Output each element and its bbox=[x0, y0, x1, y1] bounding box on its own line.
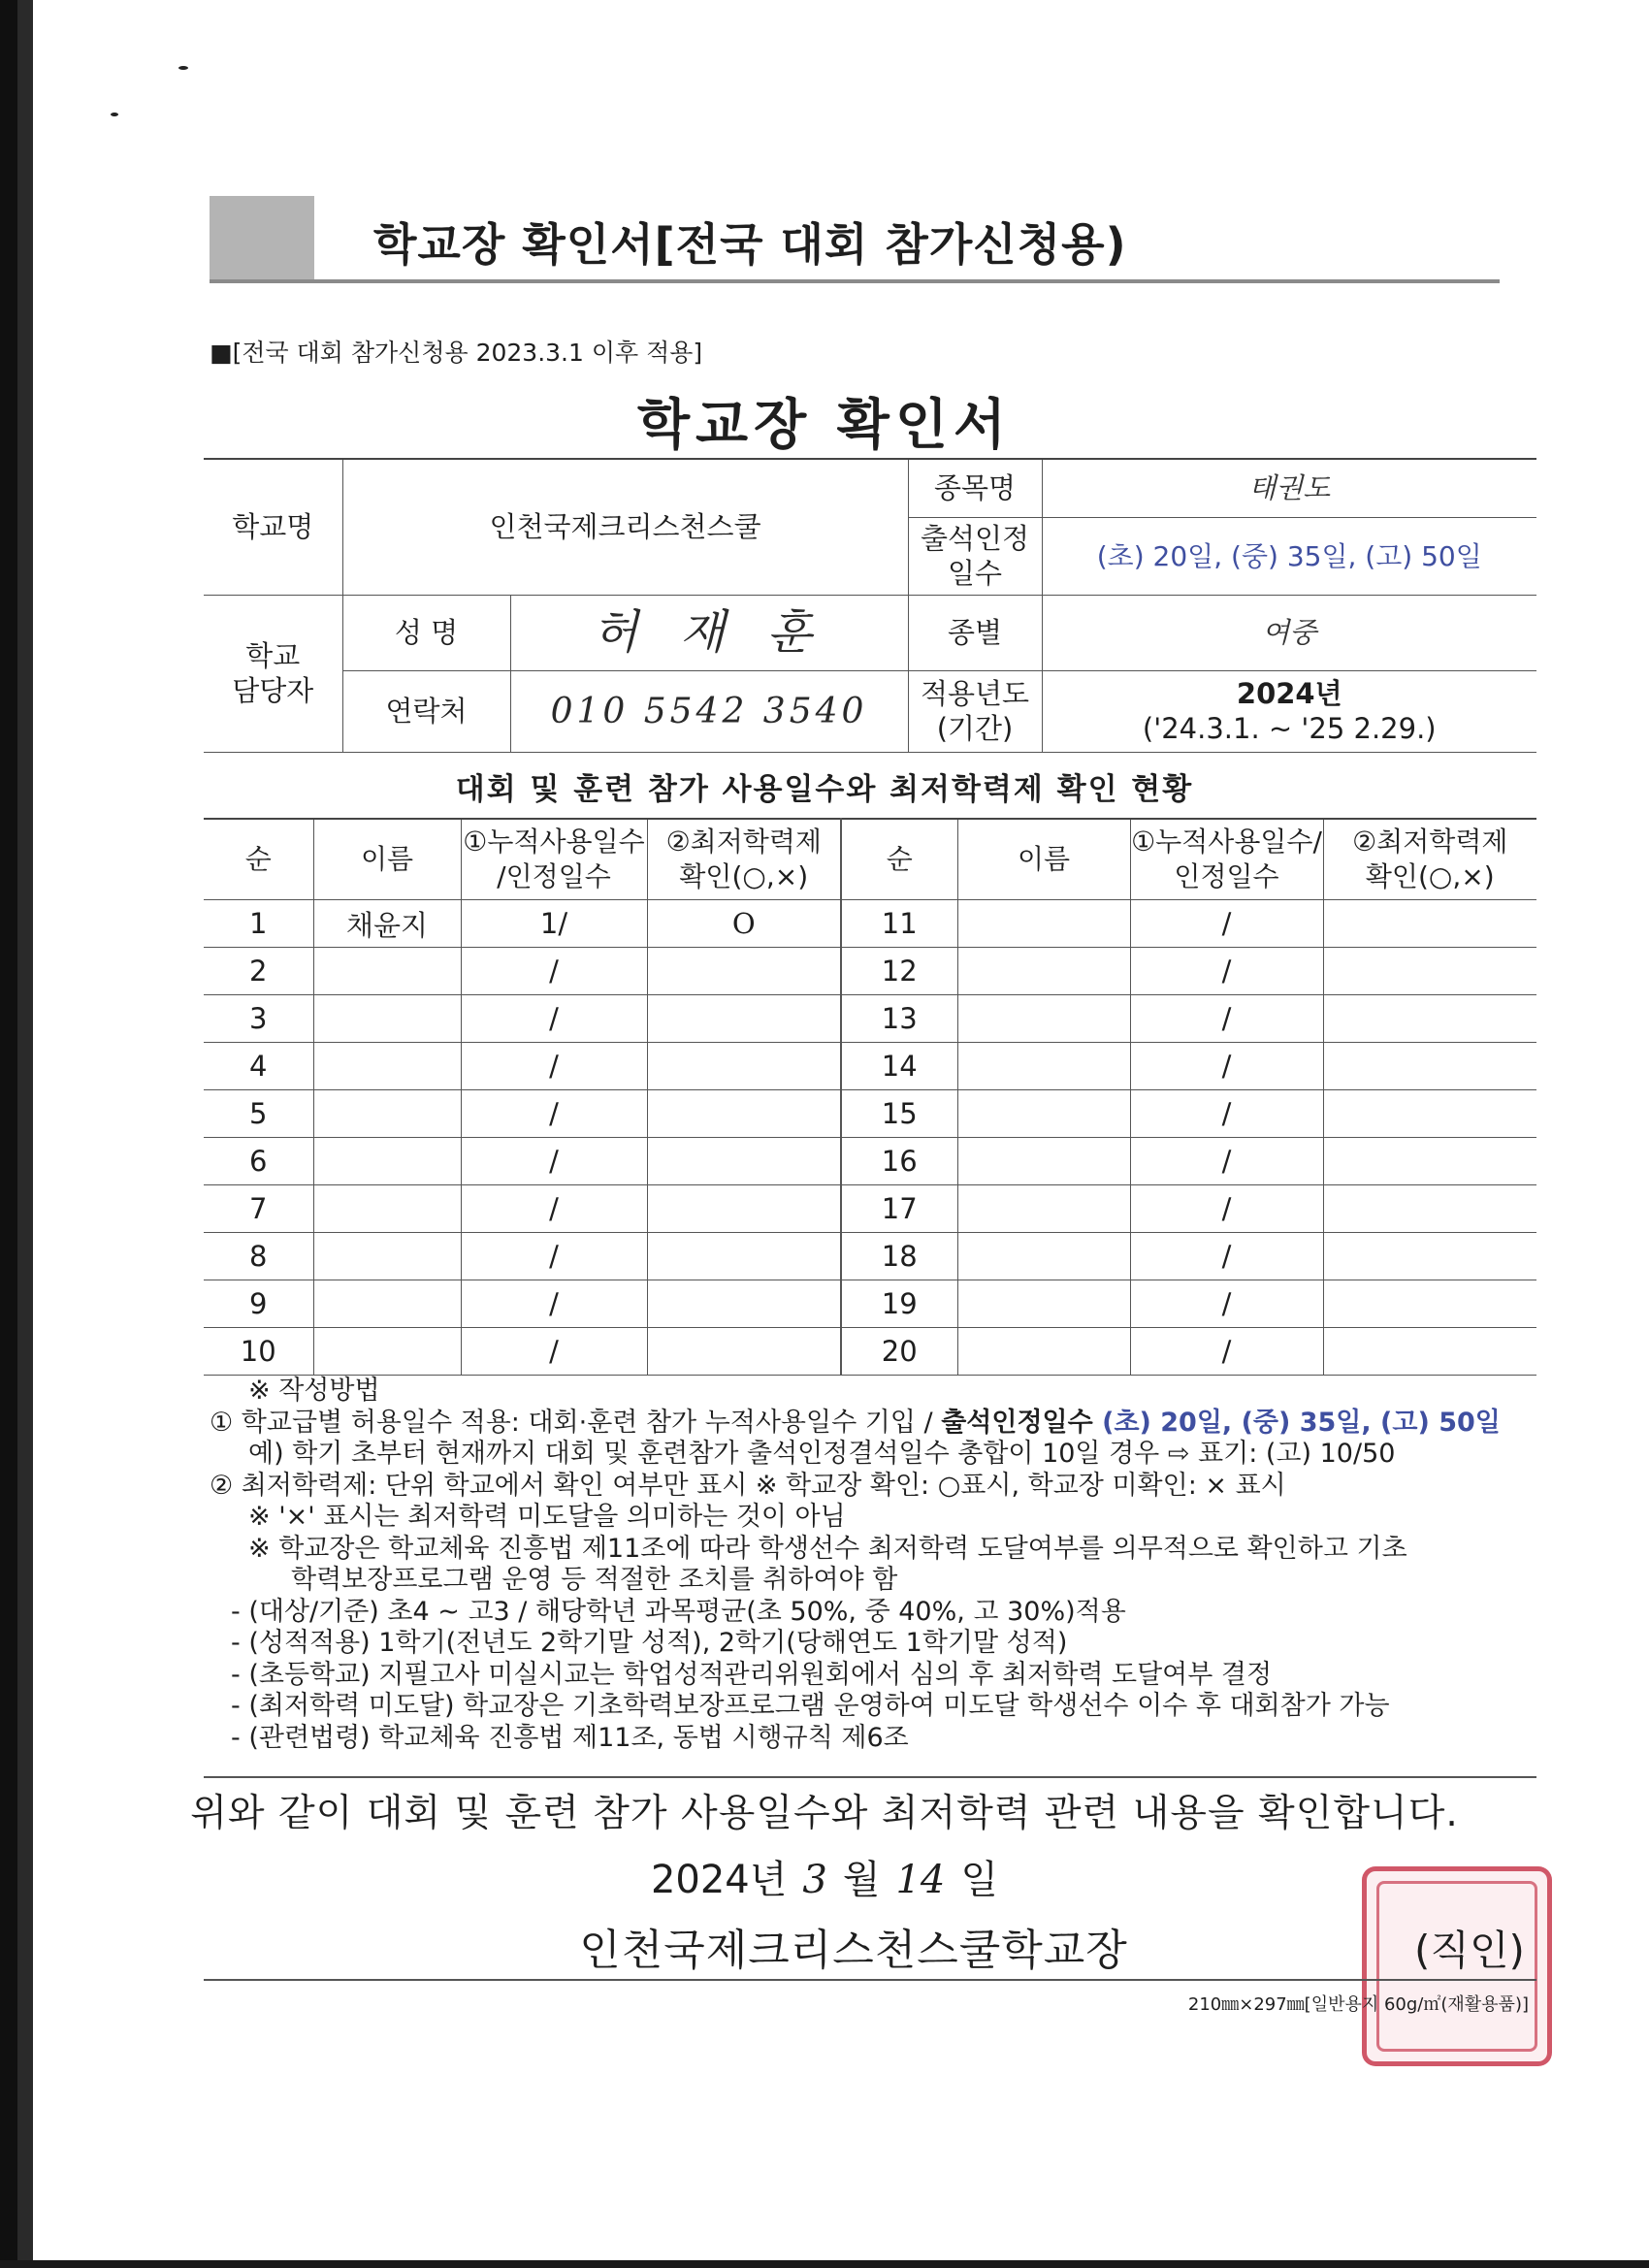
row-name-2 bbox=[957, 995, 1130, 1043]
row-days-2: / bbox=[1130, 1233, 1323, 1280]
row-name bbox=[313, 1233, 461, 1280]
col-name-2: 이름 bbox=[957, 819, 1130, 900]
row-name bbox=[313, 1138, 461, 1185]
row-name-2 bbox=[957, 1043, 1130, 1090]
row-no: 1 bbox=[204, 900, 313, 948]
row-days-2: / bbox=[1130, 1138, 1323, 1185]
note-2: ② 최저학력제: 단위 학교에서 확인 여부만 표시 ※ 학교장 확인: ○표시, 학교장 미확인: × 표시 bbox=[210, 1470, 1286, 1501]
separator-line bbox=[204, 1776, 1536, 1778]
school-value: 인천국제크리스천스쿨 bbox=[342, 459, 908, 595]
row-days-2: / bbox=[1130, 1185, 1323, 1233]
date-month-label: 월 bbox=[842, 1858, 881, 1902]
table-row bbox=[204, 995, 1536, 1043]
col-check-2: ②최저학력제 확인(○,×) bbox=[1323, 819, 1536, 900]
row-check-2 bbox=[1323, 1328, 1536, 1376]
row-check-2 bbox=[1323, 1138, 1536, 1185]
sport-value: 태권도 bbox=[1042, 459, 1536, 517]
row-days: 1/ bbox=[461, 900, 647, 948]
row-name-2 bbox=[957, 1185, 1130, 1233]
row-no-2: 14 bbox=[841, 1043, 957, 1090]
row-no-2: 13 bbox=[841, 995, 957, 1043]
row-check-2 bbox=[1323, 900, 1536, 948]
note-dash-2: - (성적적용) 1학기(전년도 2학기말 성적), 2학기(당해연도 1학기말 성적) bbox=[231, 1628, 1068, 1658]
row-days-2: / bbox=[1130, 1043, 1323, 1090]
period-value: ('24.3.1. ~ '25 2.29.) bbox=[1142, 712, 1437, 745]
section-title: 대회 및 훈련 참가 사용일수와 최저학력제 확인 현황 bbox=[455, 772, 1194, 807]
note-1-example: 예) 학기 초부터 현재까지 대회 및 훈련참가 출석인정결석일수 총합이 10일 경우 ⇨ 표기: (고) 10/50 bbox=[248, 1439, 1396, 1469]
name-label: 성 명 bbox=[342, 595, 510, 670]
year-label: 적용년도 (기간) bbox=[908, 670, 1042, 752]
row-check bbox=[647, 948, 841, 995]
note-2-b: ※ 학교장은 학교체육 진흥법 제11조에 따라 학생선수 최저학력 도달여부를 의무적으로 확인하고 기초 bbox=[248, 1533, 1407, 1564]
row-check-2 bbox=[1323, 1280, 1536, 1328]
row-days-2: / bbox=[1130, 948, 1323, 995]
date-month-handwritten: 3 bbox=[802, 1858, 827, 1902]
row-name-2 bbox=[957, 1328, 1130, 1376]
row-days-2: / bbox=[1130, 995, 1323, 1043]
table-row bbox=[204, 1090, 1536, 1138]
header-accent-bar bbox=[210, 196, 314, 283]
row-no: 4 bbox=[204, 1043, 313, 1090]
row-name bbox=[313, 1090, 461, 1138]
row-no-2: 18 bbox=[841, 1233, 957, 1280]
row-no: 5 bbox=[204, 1090, 313, 1138]
year-value: 2024년 bbox=[1236, 676, 1342, 710]
col-name: 이름 bbox=[313, 819, 461, 900]
signer-title: 인천국제크리스천스쿨학교장 bbox=[579, 1926, 1128, 1975]
row-no: 3 bbox=[204, 995, 313, 1043]
notes-heading: ※ 작성방법 bbox=[248, 1376, 380, 1406]
row-check bbox=[647, 1280, 841, 1328]
row-name bbox=[313, 1185, 461, 1233]
row-no: 2 bbox=[204, 948, 313, 995]
category-value: 여중 bbox=[1042, 595, 1536, 670]
row-no-2: 12 bbox=[841, 948, 957, 995]
note-2-a: ※ '×' 표시는 최저학력 미도달을 의미하는 것이 아님 bbox=[248, 1502, 846, 1532]
note-1-text: ① 학교급별 허용일수 적용: 대회·훈련 참가 누적사용일수 기입 / bbox=[210, 1407, 942, 1438]
row-no-2: 16 bbox=[841, 1138, 957, 1185]
table-row bbox=[204, 948, 1536, 995]
category-label: 종별 bbox=[908, 595, 1042, 670]
row-days: / bbox=[461, 1043, 647, 1090]
row-check-2 bbox=[1323, 948, 1536, 995]
row-name-2 bbox=[957, 900, 1130, 948]
table-row bbox=[204, 1138, 1536, 1185]
row-check: O bbox=[647, 900, 841, 948]
note-1-values: (초) 20일, (중) 35일, (고) 50일 bbox=[1092, 1407, 1501, 1438]
row-check bbox=[647, 1090, 841, 1138]
row-days: / bbox=[461, 1233, 647, 1280]
bottom-line bbox=[204, 1979, 1536, 1981]
document-title: 학교장 확인서 bbox=[636, 394, 1013, 457]
table-row bbox=[204, 900, 1536, 948]
row-no-2: 19 bbox=[841, 1280, 957, 1328]
col-check: ②최저학력제 확인(○,×) bbox=[647, 819, 841, 900]
col-no: 순 bbox=[204, 819, 313, 900]
phone-value-handwritten: 010 5542 3540 bbox=[510, 670, 908, 752]
scan-speck bbox=[178, 66, 188, 70]
row-check bbox=[647, 1328, 841, 1376]
row-days: / bbox=[461, 948, 647, 995]
row-check bbox=[647, 1233, 841, 1280]
row-days: / bbox=[461, 1138, 647, 1185]
attendance-value: (초) 20일, (중) 35일, (고) 50일 bbox=[1042, 517, 1536, 595]
row-no-2: 15 bbox=[841, 1090, 957, 1138]
header-underline bbox=[210, 279, 1500, 283]
row-days: / bbox=[461, 1328, 647, 1376]
note-dash-1: - (대상/기준) 초4 ~ 고3 / 해당학년 과목평균(초 50%, 중 40%, 고 30%)적용 bbox=[231, 1596, 1126, 1627]
year-cell bbox=[1042, 670, 1536, 752]
row-name bbox=[313, 1328, 461, 1376]
paper-spec: 210㎜×297㎜[일반용지 60g/㎡(재활용품)] bbox=[1187, 1994, 1529, 2015]
note-dash-5: - (관련법령) 학교체육 진흥법 제11조, 동법 시행규칙 제6조 bbox=[231, 1722, 909, 1753]
row-check bbox=[647, 1138, 841, 1185]
row-check bbox=[647, 995, 841, 1043]
row-days-2: / bbox=[1130, 1090, 1323, 1138]
phone-label: 연락처 bbox=[342, 670, 510, 752]
note-1-emphasis: 출석인정일수 bbox=[941, 1407, 1093, 1438]
row-no: 10 bbox=[204, 1328, 313, 1376]
table-row bbox=[204, 1280, 1536, 1328]
row-days-2: / bbox=[1130, 1328, 1323, 1376]
row-check-2 bbox=[1323, 995, 1536, 1043]
info-table bbox=[204, 458, 1536, 753]
row-check-2 bbox=[1323, 1043, 1536, 1090]
note-2-b-cont: 학력보장프로그램 운영 등 적절한 조치를 취하여야 함 bbox=[291, 1565, 898, 1595]
row-no-2: 11 bbox=[841, 900, 957, 948]
row-no: 7 bbox=[204, 1185, 313, 1233]
row-check bbox=[647, 1043, 841, 1090]
table-row bbox=[204, 1233, 1536, 1280]
row-days: / bbox=[461, 1185, 647, 1233]
writing-instructions bbox=[210, 1376, 1538, 1754]
row-no: 8 bbox=[204, 1233, 313, 1280]
row-days: / bbox=[461, 995, 647, 1043]
row-check-2 bbox=[1323, 1233, 1536, 1280]
table-row bbox=[204, 1328, 1536, 1376]
seal-label: (직인) bbox=[1414, 1927, 1525, 1974]
table-row bbox=[204, 1185, 1536, 1233]
row-check-2 bbox=[1323, 1185, 1536, 1233]
col-days-2: ①누적사용일수/ 인정일수 bbox=[1130, 819, 1323, 900]
row-name-2 bbox=[957, 1233, 1130, 1280]
row-days-2: / bbox=[1130, 900, 1323, 948]
contact-person-label: 학교 담당자 bbox=[204, 595, 342, 752]
date-day-label: 일 bbox=[960, 1858, 999, 1902]
row-name-2 bbox=[957, 1138, 1130, 1185]
row-name bbox=[313, 948, 461, 995]
row-name bbox=[313, 1043, 461, 1090]
row-no: 6 bbox=[204, 1138, 313, 1185]
attendance-label: 출석인정 일수 bbox=[908, 517, 1042, 595]
row-no: 9 bbox=[204, 1280, 313, 1328]
date-day-handwritten: 14 bbox=[895, 1858, 946, 1902]
note-dash-4: - (최저학력 미도달) 학교장은 기초학력보장프로그램 운영하여 미도달 학생선수 이수 후 대회참가 가능 bbox=[231, 1691, 1390, 1721]
row-days-2: / bbox=[1130, 1280, 1323, 1328]
date-year: 2024년 bbox=[650, 1858, 788, 1902]
note-1 bbox=[210, 1408, 1538, 1440]
confirmation-statement: 위와 같이 대회 및 훈련 참가 사용일수와 최저학력 관련 내용을 확인합니다. bbox=[190, 1792, 1459, 1835]
row-name: 채윤지 bbox=[313, 900, 461, 948]
apply-note: ■[전국 대회 참가신청용 2023.3.1 이후 적용] bbox=[210, 339, 703, 367]
scan-edge-bottom bbox=[0, 2260, 1649, 2268]
row-name bbox=[313, 1280, 461, 1328]
status-table-body bbox=[204, 900, 1536, 1376]
header-title: 학교장 확인서[전국 대회 참가신청용) bbox=[373, 218, 1127, 271]
row-days: / bbox=[461, 1280, 647, 1328]
status-table bbox=[204, 818, 1536, 1376]
row-name-2 bbox=[957, 1280, 1130, 1328]
scan-speck bbox=[111, 113, 118, 116]
col-days: ①누적사용일수 /인정일수 bbox=[461, 819, 647, 900]
sport-label: 종목명 bbox=[908, 459, 1042, 517]
row-no-2: 17 bbox=[841, 1185, 957, 1233]
note-dash-3: - (초등학교) 지필고사 미실시교는 학업성적관리위원회에서 심의 후 최저학력 도달여부 결정 bbox=[231, 1659, 1273, 1690]
status-table-header bbox=[204, 819, 1536, 900]
row-check bbox=[647, 1185, 841, 1233]
name-value-handwritten: 허 재 훈 bbox=[510, 595, 908, 670]
school-label: 학교명 bbox=[204, 459, 342, 595]
col-no-2: 순 bbox=[841, 819, 957, 900]
table-row bbox=[204, 1043, 1536, 1090]
row-name bbox=[313, 995, 461, 1043]
row-no-2: 20 bbox=[841, 1328, 957, 1376]
row-check-2 bbox=[1323, 1090, 1536, 1138]
row-name-2 bbox=[957, 1090, 1130, 1138]
row-name-2 bbox=[957, 948, 1130, 995]
row-days: / bbox=[461, 1090, 647, 1138]
